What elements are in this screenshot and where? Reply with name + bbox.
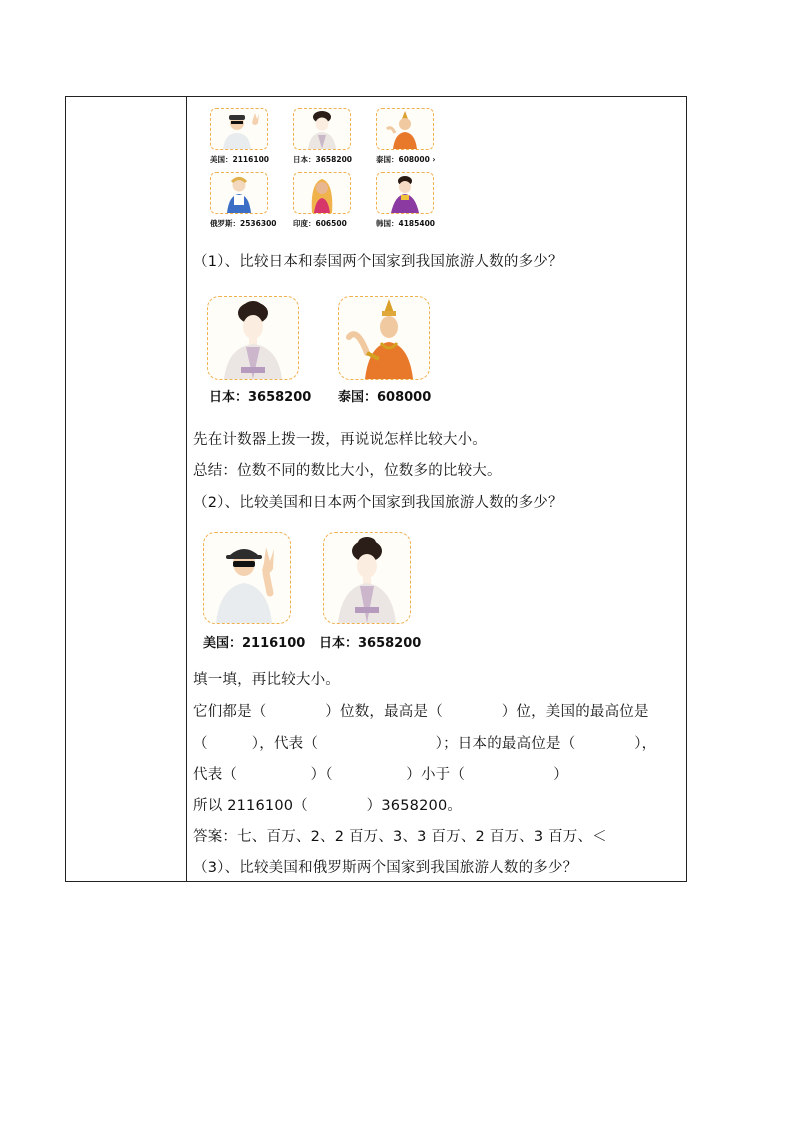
india-illustration: [293, 172, 351, 214]
thumb-caption-india: 印度：606500: [293, 219, 347, 228]
q1-right-caption: 泰国：608000: [338, 390, 432, 405]
q1-left-caption: 日本：3658200: [209, 390, 312, 405]
thumb-india: [293, 172, 353, 228]
q2-answer: 答案：七、百万、2、2 百万、3、3 百万、2 百万、3 百万、＜: [193, 829, 607, 845]
japan-illustration: [293, 108, 351, 150]
thumb-japan: [293, 108, 353, 164]
thailand-large-illustration: [338, 296, 430, 380]
thumb-caption-korea: 韩国：4185400: [376, 219, 436, 228]
japan-large-illustration-2: [323, 532, 411, 624]
q1-summary: 总结：位数不同的数比大小，位数多的比较大。: [193, 463, 502, 479]
q2-fill-line-3: 代表（ ）（ ）小于（ ）: [193, 767, 568, 783]
q3-title: （3）、比较美国和俄罗斯两个国家到我国旅游人数的多少？: [193, 860, 578, 876]
q2-title: （2）、比较美国和日本两个国家到我国旅游人数的多少？: [193, 495, 563, 511]
table-column-divider: [186, 96, 187, 882]
thumb-caption-thailand: 泰国：608000 ›: [376, 155, 436, 164]
usa-illustration: [210, 108, 268, 150]
q2-fill-line-2: （ ），代表（ ）；日本的最高位是（ ），: [193, 736, 657, 752]
thumb-korea: [376, 172, 436, 228]
q2-fill-line-1: 它们都是（ ）位数，最高是（ ）位，美国的最高位是: [193, 704, 649, 720]
thumb-caption-russia: 俄罗斯：2536300: [210, 219, 277, 228]
q2-fill-line-4: 所以 2116100（ ）3658200。: [193, 798, 463, 814]
tourist-thumbnail-grid: [210, 108, 450, 234]
q2-right-caption: 日本：3658200: [319, 636, 422, 651]
q1-title: （1）、比较日本和泰国两个国家到我国旅游人数的多少？: [193, 254, 563, 270]
russia-illustration: [210, 172, 268, 214]
q1-instruction: 先在计数器上拨一拨，再说说怎样比较大小。: [193, 432, 487, 448]
thumb-thailand: [376, 108, 436, 164]
japan-large-illustration: [207, 296, 299, 380]
usa-large-illustration: [203, 532, 291, 624]
thumb-usa: [210, 108, 270, 164]
thumb-caption-japan: 日本：3658200: [293, 155, 353, 164]
korea-illustration: [376, 172, 434, 214]
q2-instruction: 填一填，再比较大小。: [193, 672, 340, 688]
thumb-caption-usa: 美国：2116100: [210, 155, 270, 164]
thailand-illustration: [376, 108, 434, 150]
thumb-russia: [210, 172, 277, 228]
q2-left-caption: 美国：2116100: [203, 636, 306, 651]
